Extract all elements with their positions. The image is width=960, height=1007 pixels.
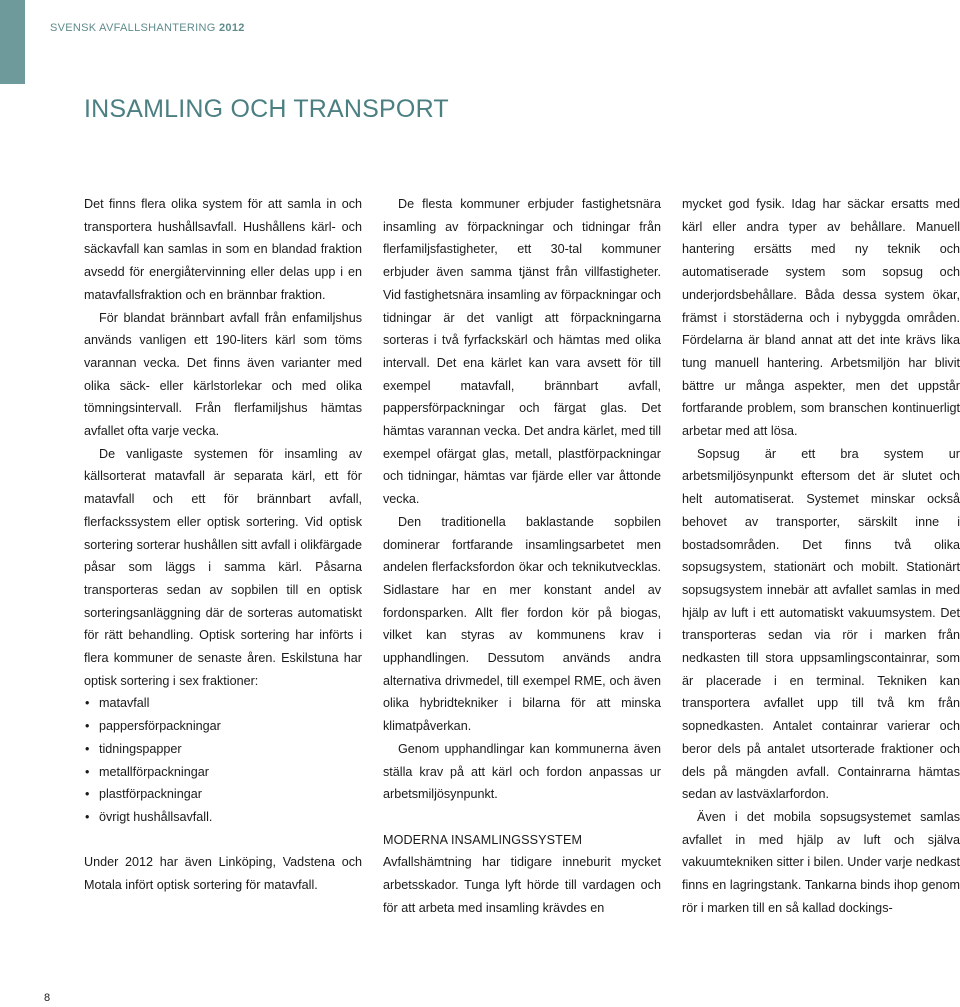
paragraph: Under 2012 har även Linköping, Vadstena och Motala infört optisk sortering för matavfall. bbox=[84, 855, 362, 893]
page-title: INSAMLING OCH TRANSPORT bbox=[84, 95, 449, 123]
section-subheading: MODERNA INSAMLINGSSYSTEM bbox=[383, 832, 583, 847]
paragraph: De flesta kommuner erbjuder fastighetsnära insamling av förpackningar och tidningar från flerfamiljsfastigheter, ett 30-tal kommuner erbjuder även samma tjänst från villfastigheter. Vid fastighetsnära insamling av förpackningar och tidningar är det vanligt att förpackningarna sorteras i två fyrfackskärl och hämtas med olika intervall. Det ena kärlet kan vara avsett för till exempel matavfall, brännbart avfall, pappersförpackningar och färgat glas. Det hämtas varannan vecka. Det andra kärlet, med till exempel ofärgat glas, metall, plastförpackningar och tidningar, hämtas var fjärde eller var åttonde vecka. bbox=[383, 197, 661, 507]
paragraph: Den traditionella baklastande sopbilen dominerar fortfarande insamlingsarbetet men andelen flerfacksfordon ökar och teknikutvecklas. Sidlastare har en mer konstant andel av fordonsparken. Allt fler fordon kör på biogas, vilket kan styras av kommunens krav i upphandlingen. Dessutom används andra alternativa drivmedel, till exempel RME, och även olika hybridtekniker i bilarna för att minska klimatpåverkan. bbox=[383, 514, 661, 734]
list-item: • metallförpackningar bbox=[84, 761, 362, 784]
paragraph: Genom upphandlingar kan kommunerna även ställa krav på att kärl och fordon anpassas ur arbetsmiljösynpunkt. bbox=[383, 741, 661, 802]
paragraph: Det finns flera olika system för att samla in och transportera hushållsavfall. Hushållens kärl- och säckavfall kan samlas in som en blandad fraktion avsedd för energiåtervinning eller delas upp i en matavfallsfraktion och en brännbar fraktion. bbox=[84, 197, 362, 302]
paragraph: Även i det mobila sopsugsystemet samlas avfallet in med hjälp av luft och själva vakuumtekniken sitter i bilen. Under varje nedkast finns en lagringstank. Tankarna binds ihop genom rör i marken till en så kallad dockings- bbox=[682, 809, 960, 915]
paragraph: mycket god fysik. Idag har säckar ersatts med kärl eller andra typer av behållare. Manuell hantering ersätts med ny teknik och automatiserade system som sopsug och underjordsbehållare. Båda dessa system ökar, främst i storstäderna och i nybyggda områden. Fördelarna är bland annat att det inte krävs lika tung manuell hantering. Arbetsmiljön har blivit bättre ur många aspekter, men det uppstår fortfarande problem, som branschen kontinuerligt arbetar med att lösa. bbox=[682, 197, 960, 439]
page-number: 8 bbox=[44, 992, 51, 1004]
paragraph: Sopsug är ett bra system ur arbetsmiljösynpunkt eftersom det är slutet och helt automatiserat. Systemet minskar också behovet av transporter, särskilt inne i bostadsområden. Det finns två olika sopsugsystem, stationärt och mobilt. Stationärt sopsugsystem innebär att avfallet samlas in med hjälp av luft i ett automatiskt vakuumsystem. Det transporteras sedan via rör i marken från nedkasten till stora uppsamlingscontainrar, som är placerade i en terminal. Tekniken kan transportera avfallet upp till två km från sopnedkasten. Antalet containrar varierar och beror dels på antalet utsorterade fraktioner och dels på mängden avfall. Containrarna hämtas sedan av lastväxlarfordon. bbox=[682, 446, 960, 802]
list-item: • övrigt hushållsavfall. bbox=[84, 806, 362, 829]
text-column-1 bbox=[84, 193, 362, 897]
text-column-2 bbox=[383, 193, 661, 919]
list-item: • plastförpackningar bbox=[84, 783, 362, 806]
paragraph: För blandat brännbart avfall från enfamiljshus används vanligen ett 190-liters kärl som töms varannan vecka. Det finns även varianter med olika säck- eller kärlstorlekar och med olika tömningsintervall. Från flerfamiljshus hämtas avfallet ofta varje vecka. bbox=[84, 310, 362, 439]
running-header bbox=[50, 22, 245, 34]
text-column-3 bbox=[682, 193, 960, 920]
paragraph: Avfallshämtning har tidigare inneburit mycket arbetsskador. Tunga lyft hörde till vardagen och för att arbeta med insamling krävdes en bbox=[383, 855, 661, 915]
list-item: • tidningspapper bbox=[84, 738, 362, 761]
bullet-icon: • bbox=[85, 719, 90, 734]
running-header-year: 2012 bbox=[219, 22, 245, 34]
list-item: • matavfall bbox=[84, 692, 362, 715]
bullet-icon: • bbox=[85, 741, 90, 756]
list-item: • pappersförpackningar bbox=[84, 715, 362, 738]
bullet-icon: • bbox=[85, 787, 90, 802]
section-color-tab bbox=[0, 0, 25, 84]
bullet-icon: • bbox=[85, 809, 90, 824]
bullet-icon: • bbox=[85, 764, 90, 779]
bullet-icon: • bbox=[85, 696, 90, 711]
paragraph: De vanligaste systemen för insamling av källsorterat matavfall är separata kärl, ett för matavfall och ett för brännbart avfall, flerfackssystem eller optisk sortering. Vid optisk sortering sorterar hushållen sitt avfall i olikfärgade påsar som läggs i samma kärl. Påsarna transporteras sedan av sopbilen till en optisk sorteringsanläggning där de sorteras automatiskt för rätt behandling. Optisk sortering har införts i flera kommuner de senaste åren. Eskilstuna har optisk sortering i sex fraktioner: bbox=[84, 446, 362, 688]
running-header-title: SVENSK AVFALLSHANTERING bbox=[50, 22, 216, 34]
fraction-list bbox=[84, 692, 362, 828]
